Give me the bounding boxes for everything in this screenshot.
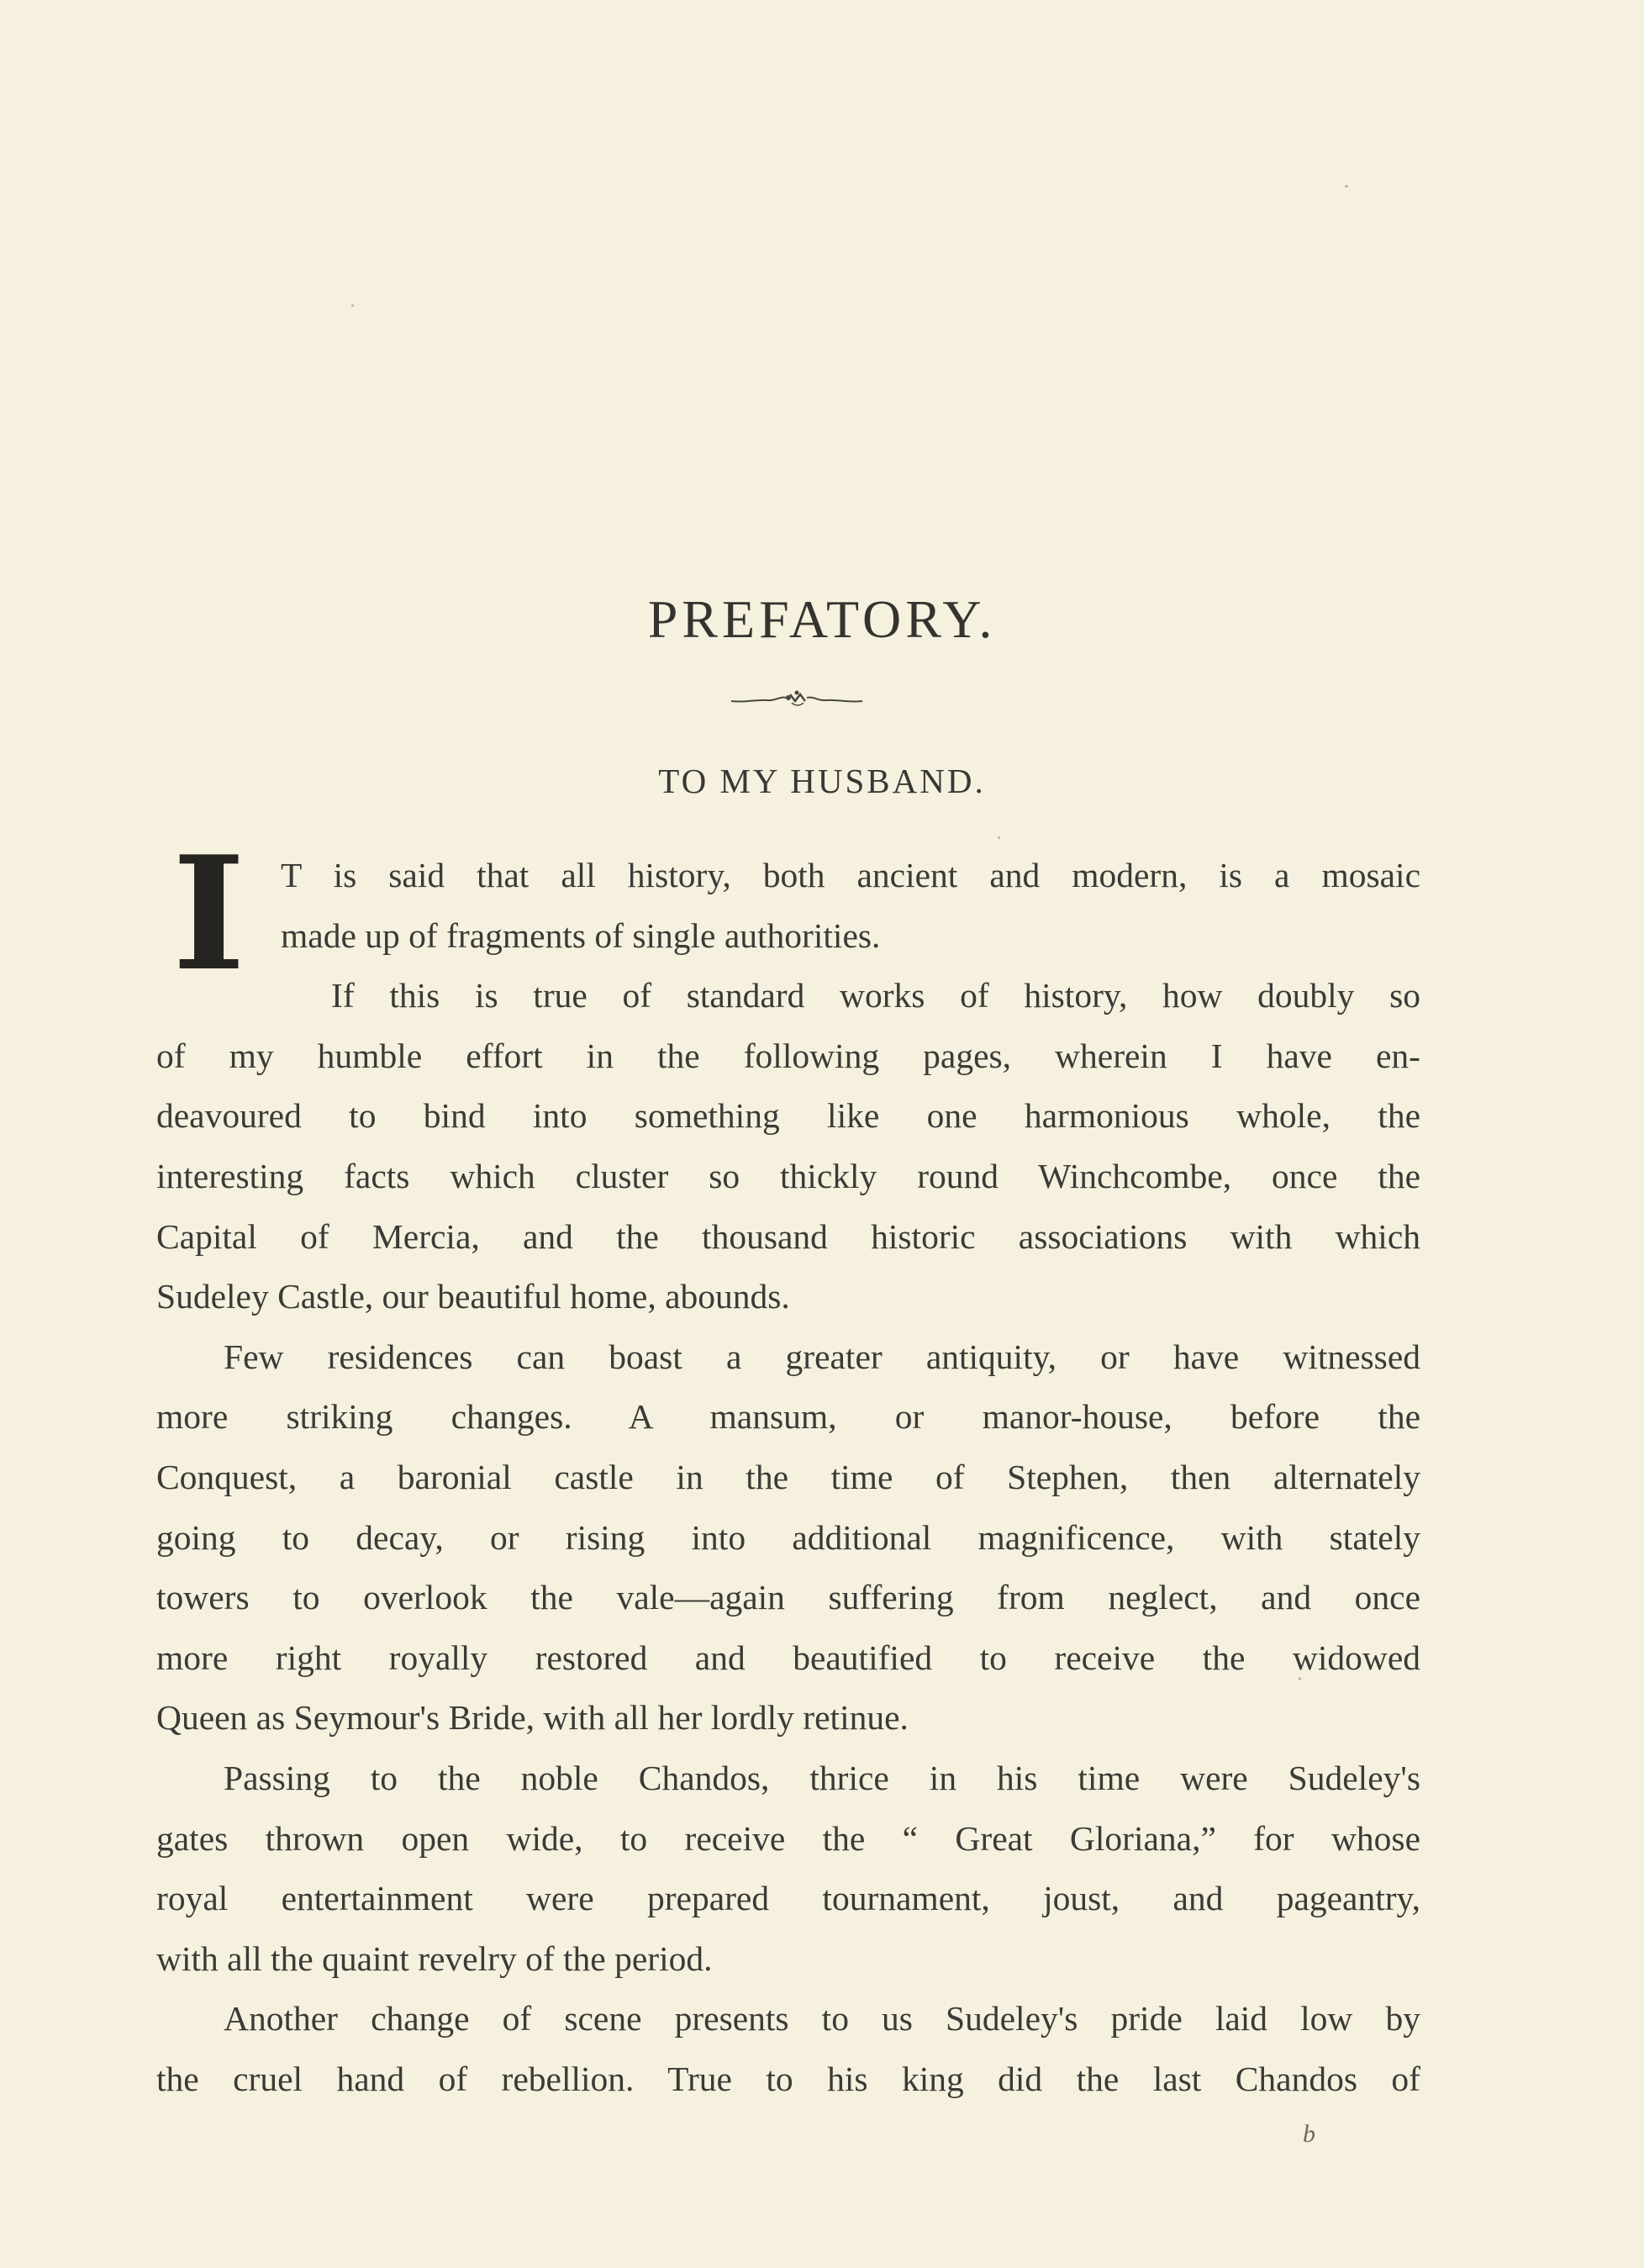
text-line: Passing to the noble Chandos, thrice in his time were Sudeley's <box>224 1758 1420 1797</box>
body-text <box>156 821 1420 2109</box>
text-line: Capital of Mercia, and the thousand historic associations with which <box>156 1216 1420 1256</box>
text-line: made up of fragments of single authorities. <box>281 915 881 955</box>
text-line: the cruel hand of rebellion. True to his king did the last Chandos of <box>156 2059 1420 2098</box>
text-line: Another change of scene presents to us Sudeley's pride laid low by <box>224 1999 1420 2039</box>
paper-speck <box>998 836 1000 839</box>
text-line: Queen as Seymour's Bride, with all her lordly retinue. <box>156 1698 909 1738</box>
paper-speck <box>1345 185 1348 187</box>
text-line: Sudeley Castle, our beautiful home, abounds. <box>156 1277 790 1316</box>
text-line: Few residences can boast a greater antiquity, or have witnessed <box>224 1337 1420 1376</box>
text-line: more right royally restored and beautified to receive the widowed <box>156 1638 1420 1677</box>
text-line: with all the quaint revelry of the period. <box>156 1938 713 1978</box>
text-line: deavoured to bind into something like one harmonious whole, the <box>156 1096 1420 1136</box>
signature-mark: b <box>1303 2120 1315 2148</box>
text-line: more striking changes. A mansum, or manor-house, before the <box>156 1397 1420 1437</box>
text-line: Conquest, a baronial castle in the time of Stephen, then alternately <box>156 1457 1420 1496</box>
text-line: If this is true of standard works of history, how doubly so <box>331 976 1420 1015</box>
text-line: gates thrown open wide, to receive the “ Great Gloriana,” for whose <box>156 1818 1420 1858</box>
text-line: royal entertainment were prepared tournament, joust, and pageantry, <box>156 1879 1420 1918</box>
dedication-heading: TO MY HUSBAND. <box>658 762 986 800</box>
drop-cap-initial: I <box>172 821 246 1005</box>
ornament-flourish-icon <box>730 688 864 713</box>
text-line: of my humble effort in the following pages, wherein I have en- <box>156 1036 1420 1075</box>
text-line: towers to overlook the vale—again suffering from neglect, and once <box>156 1578 1420 1617</box>
page-title: PREFATORY. <box>647 589 997 649</box>
paper-speck <box>351 304 354 307</box>
paper-speck <box>1299 1677 1301 1680</box>
text-line: T is said that all history, both ancient and modern, is a mosaic <box>281 856 1420 894</box>
text-line: going to decay, or rising into additional magnificence, with stately <box>156 1517 1420 1557</box>
text-line: interesting facts which cluster so thickly round Winchcombe, once the <box>156 1156 1420 1195</box>
